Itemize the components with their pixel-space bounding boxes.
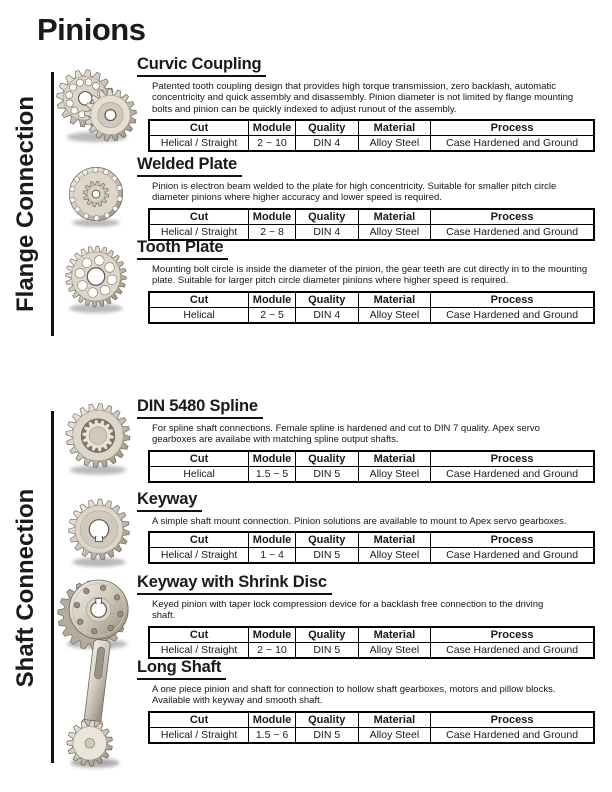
spec-table xyxy=(148,626,595,659)
item-description: Patented tooth coupling design that provides high torque transmission, zero backlash, automatic concentricity and quick assembly and disassembly. Pinion diameter is not limited by flange mounting bolts and pinion can be quickly indexed to adjust runout of the assembly. xyxy=(152,80,574,115)
item-description: For spline shaft connections. Female spline is hardened and cut to DIN 7 quality. Apex servo gearboxes are availabe with matching spline output shafts. xyxy=(152,422,540,446)
pinion-item-welded-plate xyxy=(137,155,599,241)
spline-gear-illustration xyxy=(58,396,138,480)
item-heading: DIN 5480 Spline xyxy=(137,397,263,419)
spec-data-row xyxy=(149,642,594,658)
item-description: A simple shaft mount connection. Pinion solutions are available to mount to Apex servo gearboxes. xyxy=(152,515,567,527)
section-label-flange-connection: Flange Connection xyxy=(12,96,39,312)
spec-header-row xyxy=(149,712,594,728)
col-header-material: Material xyxy=(358,120,431,136)
col-header-module: Module xyxy=(249,627,296,643)
cell-material: Alloy Steel xyxy=(358,727,431,743)
cell-module: 2 ~ 10 xyxy=(249,136,296,152)
section-label-shaft-connection: Shaft Connection xyxy=(12,488,39,688)
spec-data-row xyxy=(149,307,594,323)
welded-plate-gear-illustration xyxy=(60,156,132,232)
col-header-material: Material xyxy=(358,627,431,643)
spec-table xyxy=(148,450,595,483)
pinion-item-keyway-shrink-disc xyxy=(137,573,599,659)
spec-header-row xyxy=(149,627,594,643)
long-shaft-gear-illustration xyxy=(58,638,132,770)
cell-process: Case Hardened and Ground xyxy=(431,224,594,240)
cell-module: 2 ~ 10 xyxy=(249,642,296,658)
page-title: Pinions xyxy=(37,12,146,47)
col-header-quality: Quality xyxy=(295,292,358,308)
col-header-cut: Cut xyxy=(149,451,249,467)
col-header-module: Module xyxy=(249,292,296,308)
col-header-cut: Cut xyxy=(149,627,249,643)
cell-cut: Helical / Straight xyxy=(149,642,249,658)
spec-table xyxy=(148,208,595,241)
welded-plate-pinion-photo xyxy=(60,156,132,232)
flange-section-divider-line xyxy=(51,72,54,336)
item-heading: Long Shaft xyxy=(137,658,226,680)
cell-module: 1.5 ~ 6 xyxy=(249,727,296,743)
col-header-process: Process xyxy=(431,712,594,728)
pinion-item-curvic-coupling xyxy=(137,55,599,152)
cell-process: Case Hardened and Ground xyxy=(431,642,594,658)
cell-process: Case Hardened and Ground xyxy=(431,727,594,743)
pinion-item-keyway xyxy=(137,490,599,564)
col-header-quality: Quality xyxy=(295,209,358,225)
item-description: A one piece pinion and shaft for connection to hollow shaft gearboxes, motors and pillow blocks. Available with keyway and smooth shaft. xyxy=(152,683,556,707)
item-description: Keyed pinion with taper lock compression device for a backlash free connection to the driving shaft. xyxy=(152,598,544,622)
spec-header-row xyxy=(149,451,594,467)
curvic-coupling-gear-illustration xyxy=(55,60,139,150)
cell-process: Case Hardened and Ground xyxy=(431,466,594,482)
cell-module: 2 ~ 5 xyxy=(249,307,296,323)
col-header-cut: Cut xyxy=(149,209,249,225)
spec-data-row xyxy=(149,466,594,482)
cell-material: Alloy Steel xyxy=(358,548,431,564)
col-header-process: Process xyxy=(431,120,594,136)
pinion-item-tooth-plate xyxy=(137,238,599,324)
col-header-material: Material xyxy=(358,209,431,225)
spec-table xyxy=(148,711,595,744)
curvic-coupling-gears-photo xyxy=(55,60,139,150)
spec-data-row xyxy=(149,548,594,564)
cell-process: Case Hardened and Ground xyxy=(431,136,594,152)
col-header-process: Process xyxy=(431,451,594,467)
spec-header-row xyxy=(149,532,594,548)
cell-cut: Helical xyxy=(149,466,249,482)
spec-table xyxy=(148,531,595,564)
col-header-process: Process xyxy=(431,627,594,643)
spec-data-row xyxy=(149,136,594,152)
col-header-process: Process xyxy=(431,209,594,225)
spec-table xyxy=(148,119,595,152)
cell-quality: DIN 5 xyxy=(295,466,358,482)
col-header-cut: Cut xyxy=(149,712,249,728)
col-header-material: Material xyxy=(358,451,431,467)
item-description: Pinion is electron beam welded to the plate for high concentricity. Suitable for smaller pitch circle diameter pinions where higher accuracy and lower speed is required. xyxy=(152,180,557,204)
pinion-item-long-shaft xyxy=(137,658,599,744)
spec-data-row xyxy=(149,727,594,743)
item-heading: Welded Plate xyxy=(137,155,242,177)
item-heading: Curvic Coupling xyxy=(137,55,266,77)
cell-cut: Helical / Straight xyxy=(149,224,249,240)
cell-quality: DIN 4 xyxy=(295,224,358,240)
col-header-quality: Quality xyxy=(295,712,358,728)
col-header-module: Module xyxy=(249,712,296,728)
cell-process: Case Hardened and Ground xyxy=(431,307,594,323)
col-header-module: Module xyxy=(249,532,296,548)
cell-module: 1.5 ~ 5 xyxy=(249,466,296,482)
cell-material: Alloy Steel xyxy=(358,224,431,240)
cell-material: Alloy Steel xyxy=(358,642,431,658)
cell-quality: DIN 5 xyxy=(295,642,358,658)
item-heading: Keyway xyxy=(137,490,202,512)
item-heading: Tooth Plate xyxy=(137,238,228,260)
cell-cut: Helical / Straight xyxy=(149,548,249,564)
item-description: Mounting bolt circle is inside the diameter of the pinion, the gear teeth are cut directly in to the mounting plate. Suitable for larger pitch circle diameter pinions where higher speed is required. xyxy=(152,263,588,287)
spec-header-row xyxy=(149,292,594,308)
cell-quality: DIN 5 xyxy=(295,727,358,743)
col-header-cut: Cut xyxy=(149,532,249,548)
cell-process: Case Hardened and Ground xyxy=(431,548,594,564)
cell-quality: DIN 4 xyxy=(295,136,358,152)
col-header-quality: Quality xyxy=(295,451,358,467)
col-header-material: Material xyxy=(358,532,431,548)
cell-quality: DIN 5 xyxy=(295,548,358,564)
col-header-material: Material xyxy=(358,712,431,728)
cell-cut: Helical / Straight xyxy=(149,136,249,152)
spec-table xyxy=(148,291,595,324)
col-header-cut: Cut xyxy=(149,120,249,136)
spec-header-row xyxy=(149,120,594,136)
spline-pinion-photo xyxy=(58,396,138,480)
tooth-plate-gear-illustration xyxy=(58,238,134,318)
col-header-module: Module xyxy=(249,120,296,136)
cell-cut: Helical xyxy=(149,307,249,323)
col-header-process: Process xyxy=(431,532,594,548)
cell-quality: DIN 4 xyxy=(295,307,358,323)
col-header-module: Module xyxy=(249,209,296,225)
keyway-pinion-photo xyxy=(60,490,138,572)
cell-module: 2 ~ 8 xyxy=(249,224,296,240)
shaft-section-divider-line xyxy=(51,411,54,763)
keyway-gear-illustration xyxy=(60,490,138,572)
col-header-quality: Quality xyxy=(295,627,358,643)
pinion-item-din-5480-spline xyxy=(137,397,599,483)
tooth-plate-pinion-photo xyxy=(58,238,134,318)
spec-header-row xyxy=(149,209,594,225)
col-header-cut: Cut xyxy=(149,292,249,308)
cell-cut: Helical / Straight xyxy=(149,727,249,743)
cell-material: Alloy Steel xyxy=(358,307,431,323)
cell-material: Alloy Steel xyxy=(358,136,431,152)
col-header-quality: Quality xyxy=(295,120,358,136)
col-header-process: Process xyxy=(431,292,594,308)
long-shaft-pinion-photo xyxy=(58,638,132,770)
cell-material: Alloy Steel xyxy=(358,466,431,482)
col-header-material: Material xyxy=(358,292,431,308)
item-heading: Keyway with Shrink Disc xyxy=(137,573,332,595)
col-header-module: Module xyxy=(249,451,296,467)
cell-module: 1 ~ 4 xyxy=(249,548,296,564)
col-header-quality: Quality xyxy=(295,532,358,548)
